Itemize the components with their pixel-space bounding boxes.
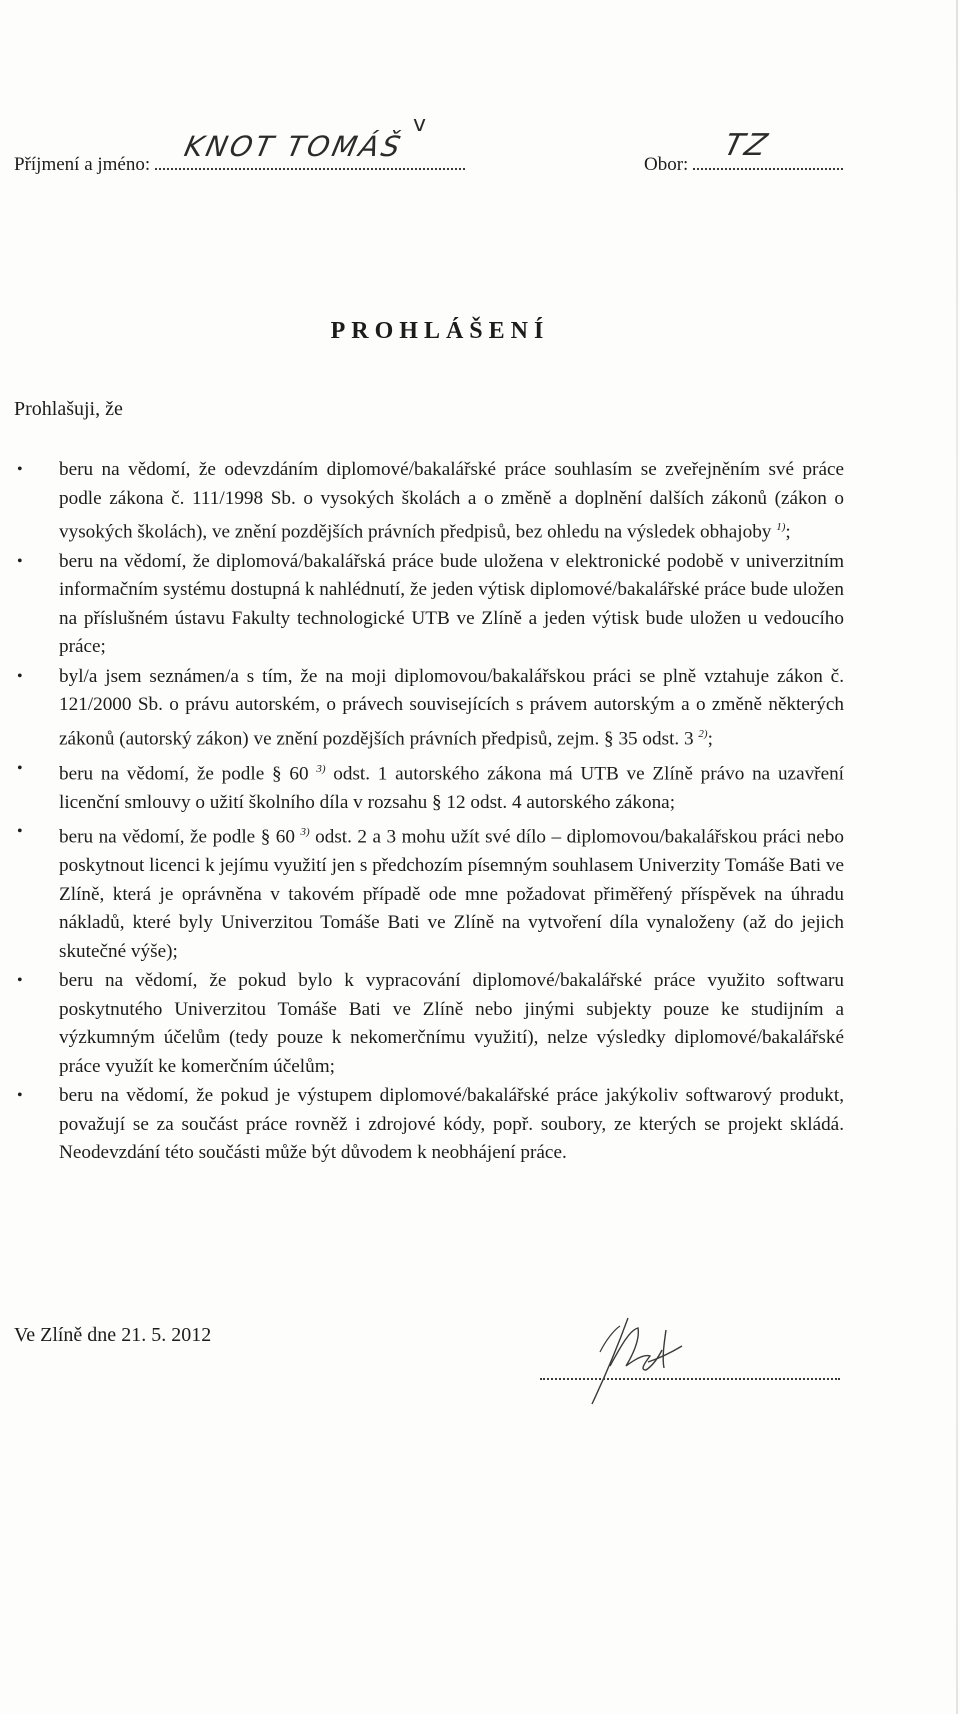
statement-text: byl/a jsem seznámen/a s tím, že na moji diplomovou/bakalářskou práci se plně vztahuje zákon č. 121/2000 Sb. o právu autorském, o právech souvisejících s právem autorským a o změně některých zákonů (autorský zákon) ve znění pozdějších právních předpisů, zejm. § 35 odst. 3 xyxy=(59,665,844,750)
statement-item xyxy=(14,1082,844,1168)
statement-text: beru na vědomí, že podle § 60 xyxy=(59,763,309,785)
statement-item xyxy=(14,456,844,547)
handwritten-name: KNOT TOMÁŠ xyxy=(181,130,406,163)
statement-text: beru na vědomí, že pokud bylo k vypracování diplomové/bakalářské práce využito softwaru poskytnutého Univerzitou Tomáše Bati ve Zlíně nebo jinými subjekty pouze ke studijním a výzkumným účelům (tedy pouze k nekomerčnímu využití), nelze výsledky diplomové/bakalářské práce využít ke komerčním účelům; xyxy=(59,970,844,1077)
statement-item xyxy=(14,548,844,662)
statement-list xyxy=(14,456,844,1169)
statement-continuation: ; xyxy=(707,728,713,750)
footnote-reference: 3) xyxy=(316,762,326,775)
name-field xyxy=(14,130,465,176)
intro-text: Prohlašuji, že xyxy=(14,398,123,420)
footnote-reference: 2) xyxy=(698,727,708,740)
place-and-date: Ve Zlíně dne 21. 5. 2012 xyxy=(14,1324,212,1346)
statement-continuation: odst. 1 autorského zákona má UTB ve Zlíně právo na uzavření licenční smlouvy o užití školního díla v rozsahu § 12 odst. 4 autorského zákona; xyxy=(59,763,845,813)
statement-continuation: ; xyxy=(785,521,791,543)
signature-dotted-line xyxy=(540,1378,840,1380)
statement-item xyxy=(14,818,844,966)
statement-text: beru na vědomí, že pokud je výstupem diplomové/bakalářské práce jakýkoliv softwarový produkt, považují se za součást práce rovněž i zdrojové kódy, popř. soubory, ze kterých se projekt skládá. Neodevzdání této součásti může být důvodem k neobhájení práce. xyxy=(59,1085,844,1164)
field-of-study-dotted-line xyxy=(693,128,843,170)
statement-item xyxy=(14,663,844,754)
field-of-study-label: Obor: xyxy=(644,154,689,175)
statement-text: beru na vědomí, že odevzdáním diplomové/bakalářské práce souhlasím se zveřejněním své práce podle zákona č. 111/1998 Sb. o vysokých školách a o změně a doplnění dalších zákonů (zákon o vysokých školách), ve znění pozdějších právních předpisů, bez ohledu na výsledek obhajoby xyxy=(59,459,844,543)
handwritten-field-of-study: TZ xyxy=(720,128,773,163)
footnote-reference: 1) xyxy=(776,521,786,533)
field-of-study-field xyxy=(644,128,843,176)
handwritten-caron: v xyxy=(413,112,427,137)
statement-item xyxy=(14,967,844,1081)
document-title: PROHLÁŠENÍ xyxy=(330,318,550,344)
handwritten-signature-icon xyxy=(570,1300,710,1410)
statement-text: beru na vědomí, že diplomová/bakalářská práce bude uložena v elektronické podobě v univerzitním informačním systému dostupná k nahlédnutí, že jeden výtisk diplomové/bakalářské práce bude uložen na příslušném ústavu Fakulty technologické UTB ve Zlíně a jeden výtisk bude uložen u vedoucího práce; xyxy=(59,550,844,658)
statement-item xyxy=(14,755,844,817)
header-row xyxy=(14,128,944,180)
footnote-reference: 3) xyxy=(300,826,310,839)
signature-area xyxy=(540,1300,840,1410)
name-label: Příjmení a jméno: xyxy=(14,154,151,175)
statement-continuation: odst. 2 a 3 mohu užít své dílo – diplomovou/bakalářskou práci nebo poskytnout licenci k jejímu využití jen s předchozím písemným souhlasem Univerzity Tomáše Bati ve Zlíně, která je oprávněna v takovém případě ode mne požadovat přiměřený příspěvek na úhradu nákladů, které byly Univerzitou Tomáše Bati ve Zlíně na vytvoření díla vynaloženy (až do jejich skutečné výše); xyxy=(59,826,844,962)
scan-edge-shadow xyxy=(956,0,958,1714)
statement-text: beru na vědomí, že podle § 60 xyxy=(59,826,295,848)
name-dotted-line xyxy=(155,130,465,170)
